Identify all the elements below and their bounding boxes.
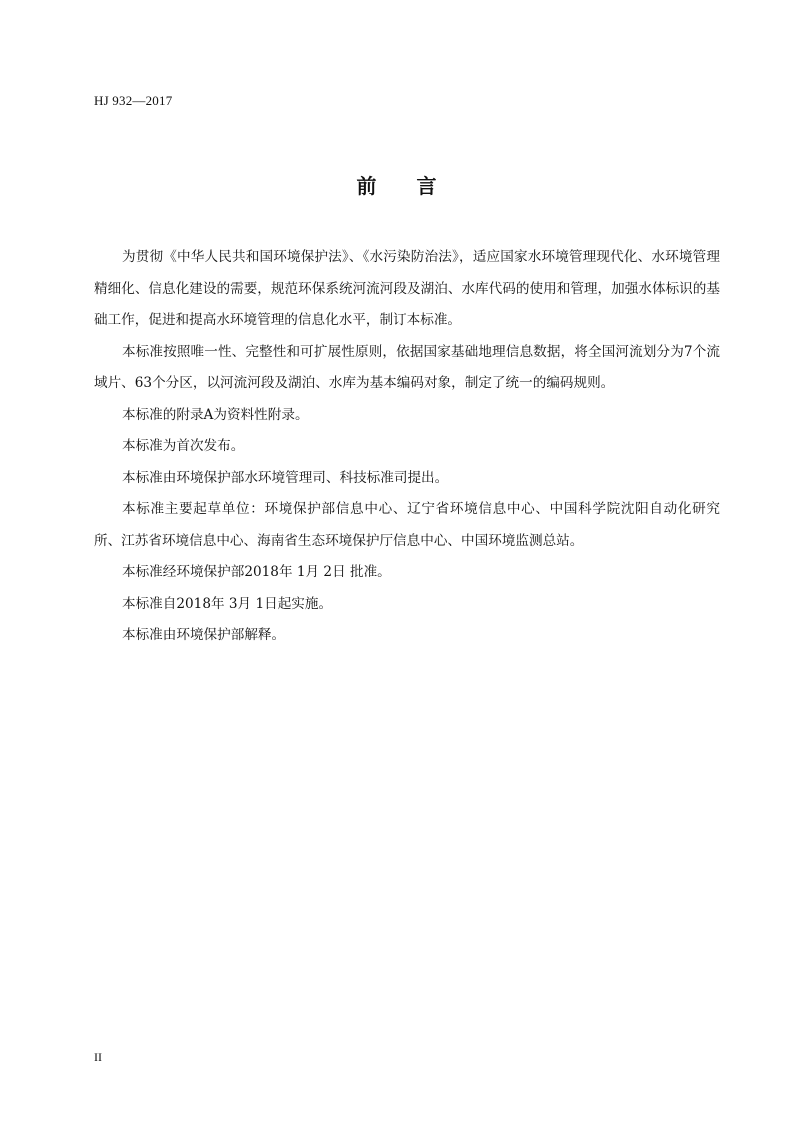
paragraph-drafting-units: 本标准主要起草单位：环境保护部信息中心、辽宁省环境信息中心、中国科学院沈阳自动化研究所、江苏省环境信息中心、海南省生态环境保护厅信息中心、中国环境监测总站。 bbox=[94, 501, 720, 549]
page-title-char-1: 前 bbox=[356, 174, 377, 198]
paragraph-proposed-by: 本标准由环境保护部水环境管理司、科技标准司提出。 bbox=[122, 469, 449, 486]
page-title bbox=[0, 170, 793, 199]
paragraph-effective-date: 本标准自2018年 3月 1日起实施。 bbox=[122, 595, 333, 612]
paragraph-principles: 本标准按照唯一性、完整性和可扩展性原则，依据国家基础地理信息数据，将全国河流划分为7个流域片、63个分区，以河流河段及湖泊、水库为基本编码对象，制定了统一的编码规则。 bbox=[94, 343, 720, 391]
standard-number-header: HJ 932—2017 bbox=[94, 93, 173, 108]
paragraph-appendix: 本标准的附录A为资料性附录。 bbox=[122, 406, 309, 423]
page-number: II bbox=[94, 1050, 102, 1064]
paragraph-first-release: 本标准为首次发布。 bbox=[122, 438, 245, 454]
page-title-char-2: 言 bbox=[416, 174, 437, 198]
paragraph-approval-date: 本标准经环境保护部2018年 1月 2日 批准。 bbox=[122, 564, 391, 580]
preface-body bbox=[94, 242, 720, 652]
paragraph-purpose: 为贯彻《中华人民共和国环境保护法》、《水污染防治法》，适应国家水环境管理现代化、水环境管理精细化、信息化建设的需要，规范环保系统河流河段及湖泊、水库代码的使用和管理，加强水体标识的基础工作，促进和提高水环境管理的信息化水平，制订本标准。 bbox=[94, 249, 720, 328]
paragraph-interpretation: 本标准由环境保护部解释。 bbox=[122, 627, 286, 643]
